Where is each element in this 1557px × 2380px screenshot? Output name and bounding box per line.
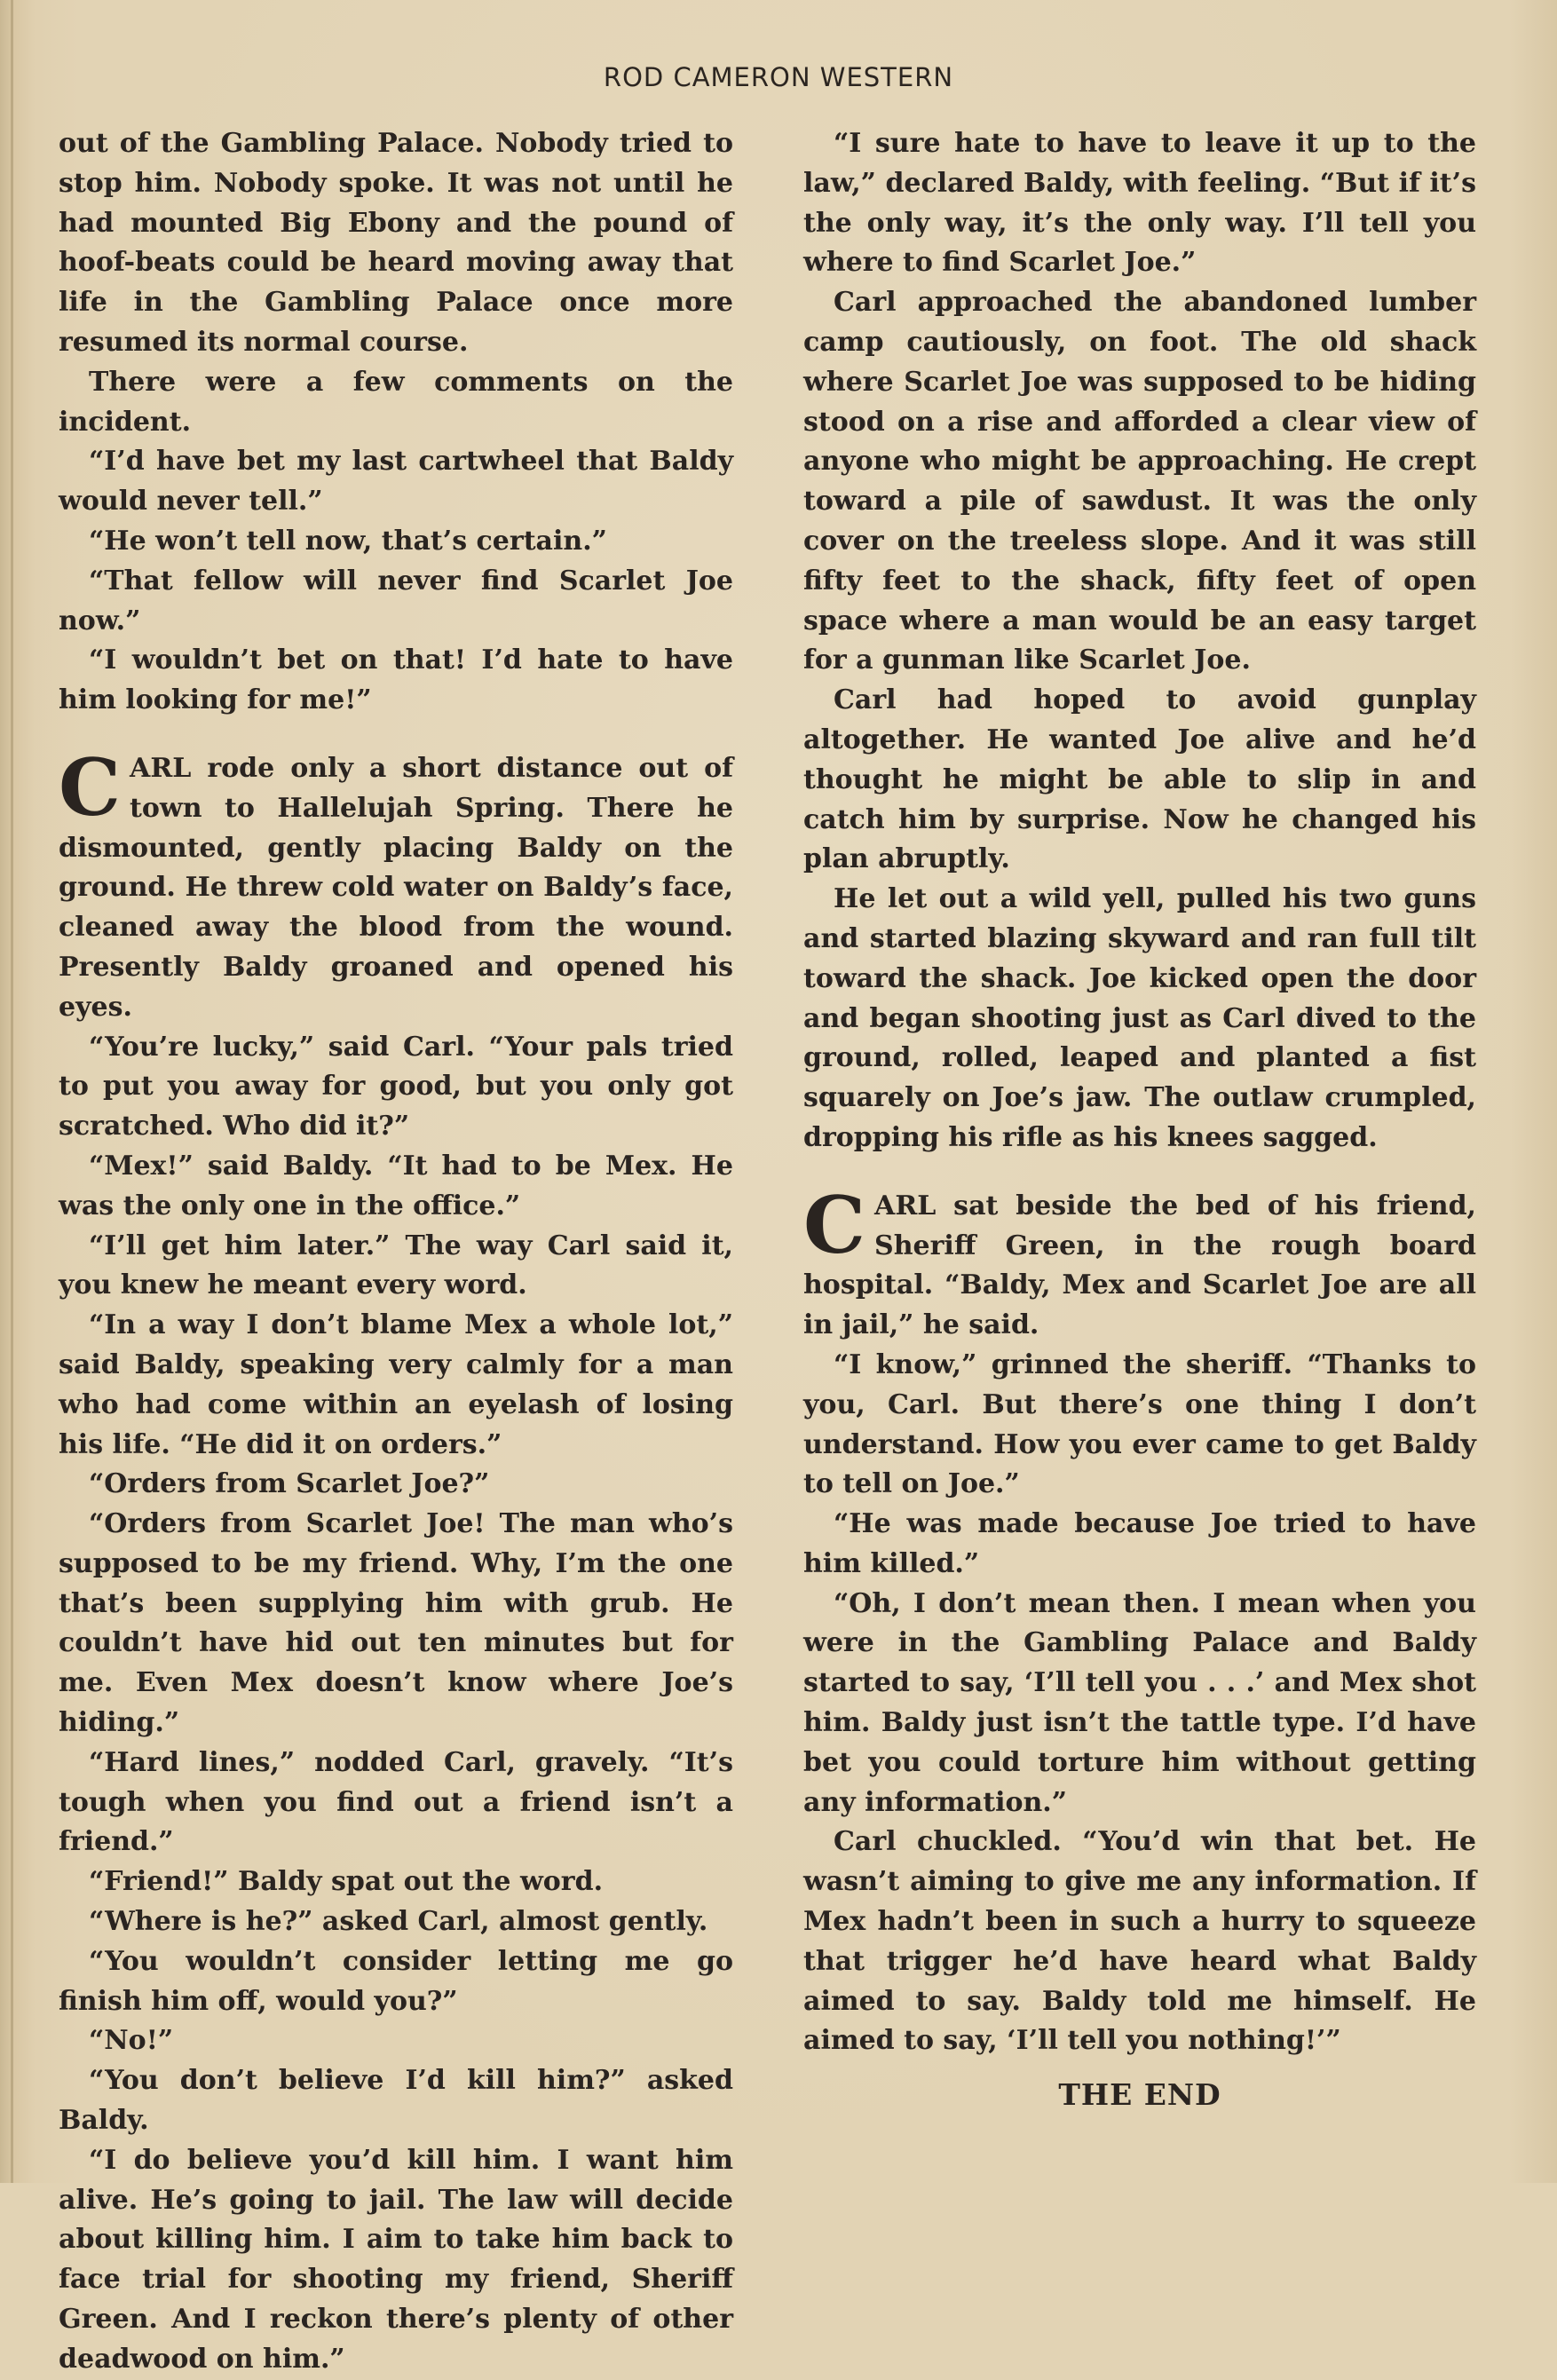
paragraph: “You wouldn’t consider letting me go finish him off, would you?” — [59, 1945, 733, 2017]
paragraph: “Orders from Scarlet Joe! The man who’s supposed to be my friend. Why, I’m the one that’s been supplying him with grub. He couldn’t have hid out ten minutes but for me. Even Mex doesn’t know where Joe’s hiding.” — [59, 1508, 733, 1739]
left-column — [59, 124, 733, 2380]
the-end-text: THE END — [1058, 2077, 1221, 2113]
running-head: ROD CAMERON WESTERN — [603, 62, 954, 92]
paragraph: He let out a wild yell, pulled his two guns and started blazing skyward and ran full tilt toward the shack. Joe kicked open the door and began shooting just as Carl dived to the ground, rolled, leaped and planted a fist squarely on Joe’s jaw. The outlaw crumpled, dropping his rifle as his knees sagged. — [803, 883, 1476, 1153]
paragraph: Carl had hoped to avoid gunplay altogether. He wanted Joe alive and he’d thought he might be able to slip in and catch him by surprise. Now he changed his plan abruptly. — [803, 684, 1476, 875]
paragraph: “That fellow will never find Scarlet Joe now.” — [59, 565, 733, 637]
paragraph: “I do believe you’d kill him. I want him alive. He’s going to jail. The law will decide about killing him. I aim to take him back to face trial for shooting my friend, Sheriff Green. And I reckon there’s plenty of other deadwood on him.” — [59, 2144, 733, 2375]
right-column — [803, 124, 1476, 2115]
paragraph: “Hard lines,” nodded Carl, gravely. “It’s tough when you find out a friend isn’t a friend.” — [59, 1746, 733, 1858]
section-opener-paragraph — [59, 740, 733, 1028]
paragraph: “Orders from Scarlet Joe?” — [89, 1468, 490, 1500]
paragraph: “I’ll get him later.” The way Carl said it, you knew he meant every word. — [59, 1230, 733, 1301]
paragraph: “Where is he?” asked Carl, almost gently. — [89, 1906, 708, 1938]
paragraph: out of the Gambling Palace. Nobody tried to stop him. Nobody spoke. It was not until he had mounted Big Ebony and the pound of hoof-beats could be heard moving away that life in the Gambling Palace once more resumed its normal course. — [59, 128, 733, 358]
paragraph-text: ARL sat beside the bed of his friend, Sheriff Green, in the rough board hospital. “Baldy, Mex and Scarlet Joe are all in jail,” he said. — [803, 1190, 1476, 1341]
paragraph: “In a way I don’t blame Mex a whole lot,” said Baldy, speaking very calmly for a man who had come within an eyelash of losing his life. “He did it on orders.” — [59, 1309, 733, 1460]
paragraph: “Mex!” said Baldy. “It had to be Mex. He was the only one in the office.” — [59, 1150, 733, 1222]
paragraph-text: ARL rode only a short distance out of town to Hallelujah Spring. There he dismounted, gently placing Baldy on the ground. He threw cold water on Baldy’s face, cleaned away the blood from the wound. Presently Baldy groaned and opened his eyes. — [59, 752, 733, 1023]
paragraph: There were a few comments on the incident. — [59, 366, 733, 438]
paragraph: Carl approached the abandoned lumber camp cautiously, on foot. The old shack where Scarlet Joe was supposed to be hiding stood on a rise and afforded a clear view of anyone who might be approaching. He crept toward a pile of sawdust. It was the only cover on the treeless slope. And it was still fifty feet to the shack, fifty feet of open space where a man would be an easy target for a gunman like Scarlet Joe. — [803, 287, 1476, 676]
drop-cap: C — [59, 740, 122, 834]
paragraph: “Friend!” Baldy spat out the word. — [89, 1866, 604, 1898]
section-opener-paragraph — [803, 1178, 1476, 1346]
paragraph: “I’d have bet my last cartwheel that Baldy would never tell.” — [59, 446, 733, 518]
the-end-marker — [803, 2076, 1476, 2115]
drop-cap: C — [803, 1178, 866, 1271]
paragraph: “I wouldn’t bet on that! I’d hate to have him looking for me!” — [59, 644, 733, 716]
paragraph: “He won’t tell now, that’s certain.” — [89, 525, 607, 557]
paragraph: “You’re lucky,” said Carl. “Your pals tried to put you away for good, but you only got scratched. Who did it?” — [59, 1031, 733, 1143]
paragraph: “No!” — [89, 2025, 174, 2057]
page-spine-shadow — [11, 0, 13, 2183]
paragraph: “I know,” grinned the sheriff. “Thanks to you, Carl. But there’s one thing I don’t understand. How you ever came to get Baldy to tell on Joe.” — [803, 1348, 1476, 1500]
paragraph: Carl chuckled. “You’d win that bet. He wasn’t aiming to give me any information. If Mex hadn’t been in such a hurry to squeeze that trigger he’d have heard what Baldy aimed to say. Baldy told me himself. He aimed to say, ‘I’ll tell you nothing!’” — [803, 1826, 1476, 2057]
paragraph: “He was made because Joe tried to have him killed.” — [803, 1508, 1476, 1579]
paragraph: “Oh, I don’t mean then. I mean when you were in the Gambling Palace and Baldy started to say, ‘I’ll tell you . . .’ and Mex shot him. Baldy just isn’t the tattle type. I’d have bet you could torture him without getting any information.” — [803, 1587, 1476, 1818]
paragraph: “I sure hate to have to leave it up to the law,” declared Baldy, with feeling. “But if it’s the only way, it’s the only way. I’ll tell you where to find Scarlet Joe.” — [803, 128, 1476, 279]
paragraph: “You don’t believe I’d kill him?” asked Baldy. — [59, 2065, 733, 2137]
